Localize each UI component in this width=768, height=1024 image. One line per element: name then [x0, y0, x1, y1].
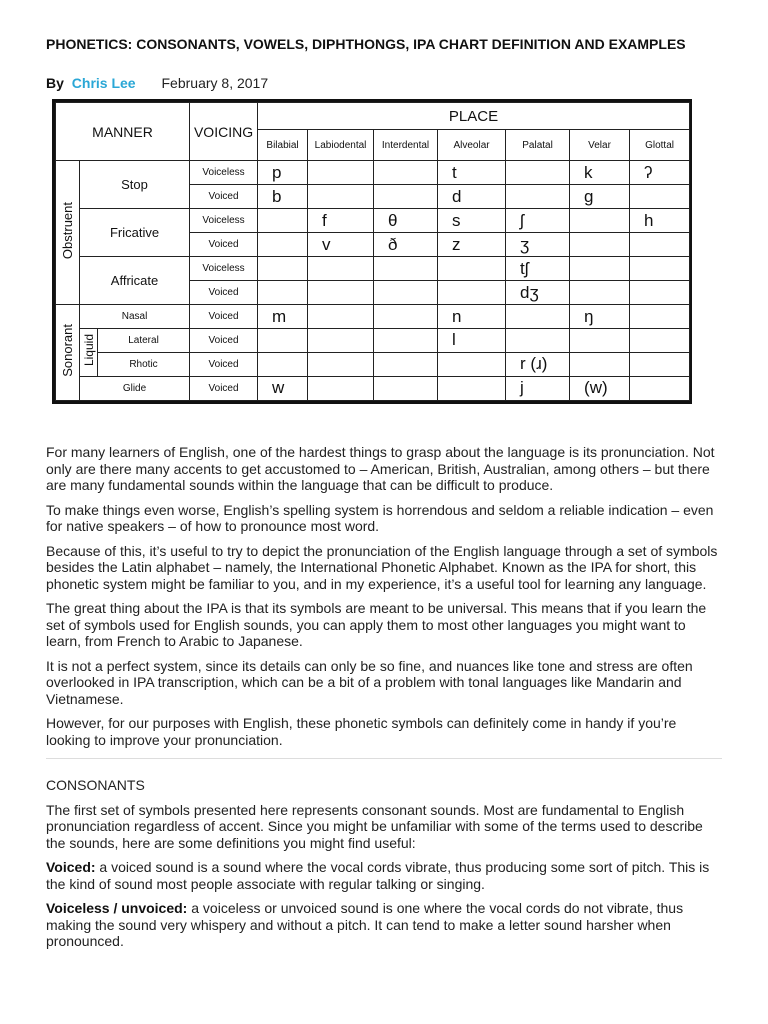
ipa-symbol: v: [308, 233, 374, 257]
row-lateral: [56, 329, 690, 353]
ipa-symbol: [630, 305, 690, 329]
ipa-symbol: [258, 281, 308, 305]
ipa-symbol: d: [438, 185, 506, 209]
manner-header: MANNER: [56, 103, 190, 161]
place-labiodental: Labiodental: [308, 130, 374, 161]
place-glottal: Glottal: [630, 130, 690, 161]
paragraph: The great thing about the IPA is that its symbols are meant to be universal. This means that if you learn the set of symbols used for English sounds, you can apply them to most other languages you might want to learn, from French to Arabic to Japanese.: [46, 600, 707, 649]
place-alveolar: Alveolar: [438, 130, 506, 161]
rhotic-label: Rhotic: [98, 352, 190, 376]
glide-label: Glide: [80, 376, 190, 400]
ipa-symbol: [570, 281, 630, 305]
article-body: [46, 444, 722, 958]
ipa-symbol: [258, 329, 308, 353]
ipa-symbol: [374, 352, 438, 376]
row-fricative-voiceless: [56, 209, 690, 233]
lateral-label: Lateral: [98, 329, 190, 353]
affricate-label: Affricate: [80, 257, 190, 305]
paragraph: The first set of symbols presented here represents consonant sounds. Most are fundamental to English pronunciation regardless of accent. Since you might be unfamiliar with some of the terms used to describe the sounds, here are some definitions you might find useful:: [46, 801, 703, 851]
ipa-symbol: [570, 209, 630, 233]
voicing-cell: Voiced: [190, 281, 258, 305]
ipa-symbol: s: [438, 209, 506, 233]
author-link[interactable]: Chris Lee: [71, 75, 136, 91]
ipa-symbol: [308, 161, 374, 185]
ipa-symbol: l: [438, 329, 506, 353]
obstruent-label: Obstruent: [56, 161, 80, 305]
ipa-symbol: [630, 281, 690, 305]
sonorant-label: Sonorant: [56, 305, 80, 401]
voicing-cell: Voiced: [190, 329, 258, 353]
row-nasal: [56, 305, 690, 329]
voicing-cell: Voiced: [190, 352, 258, 376]
definition-text: a voiced sound is a sound where the vocal cords vibrate, thus producing some sort of pitch. This is the kind of sound most people associate with regular talking or singing.: [46, 859, 710, 892]
definition-text: a voiceless or unvoiced sound is one where the vocal cords do not vibrate, thus making the sound very whispery and without a pitch. It can tend to make a letter sound harsher when pronounced.: [46, 900, 684, 949]
ipa-symbol: dʒ: [506, 281, 570, 305]
ipa-consonant-chart: [52, 99, 692, 404]
ipa-symbol: h: [630, 209, 690, 233]
row-stop-voiceless: [56, 161, 690, 185]
term-voiceless: Voiceless / unvoiced:: [46, 900, 188, 916]
voicing-header: VOICING: [190, 103, 258, 161]
ipa-symbol: f: [308, 209, 374, 233]
liquid-label: Liquid: [80, 329, 98, 377]
nasal-label: Nasal: [80, 305, 190, 329]
ipa-symbol: [374, 376, 438, 400]
ipa-symbol: [630, 352, 690, 376]
section-heading: CONSONANTS: [46, 777, 145, 793]
paragraph: However, for our purposes with English, these phonetic symbols can definitely come in handy if you’re looking to improve your pronunciation.: [46, 715, 677, 748]
ipa-symbol: j: [506, 376, 570, 400]
ipa-symbol: [438, 281, 506, 305]
ipa-symbol: θ: [374, 209, 438, 233]
fricative-label: Fricative: [80, 209, 190, 257]
ipa-symbol: [506, 161, 570, 185]
ipa-symbol: (w): [570, 376, 630, 400]
voicing-cell: Voiced: [190, 233, 258, 257]
ipa-symbol: [258, 209, 308, 233]
ipa-symbol: t: [438, 161, 506, 185]
ipa-symbol: [630, 329, 690, 353]
voicing-cell: Voiced: [190, 305, 258, 329]
ipa-symbol: r (ɹ): [506, 352, 570, 376]
definition-voiceless: [46, 900, 722, 950]
definition-voiced: [46, 859, 722, 892]
ipa-symbol: [258, 352, 308, 376]
ipa-symbol: [438, 352, 506, 376]
ipa-symbol: [374, 281, 438, 305]
ipa-symbol: [258, 257, 308, 281]
voicing-cell: Voiced: [190, 376, 258, 400]
stop-label: Stop: [80, 161, 190, 209]
term-voiced: Voiced:: [46, 859, 96, 875]
place-bilabial: Bilabial: [258, 130, 308, 161]
voicing-cell: Voiceless: [190, 209, 258, 233]
ipa-symbol: [308, 352, 374, 376]
place-velar: Velar: [570, 130, 630, 161]
ipa-symbol: [506, 329, 570, 353]
ipa-symbol: [374, 257, 438, 281]
ipa-symbol: [630, 257, 690, 281]
place-header: PLACE: [258, 103, 690, 130]
ipa-symbol: ð: [374, 233, 438, 257]
section-divider: [46, 758, 722, 759]
ipa-symbol: [630, 376, 690, 400]
paragraph: Because of this, it’s useful to try to depict the pronunciation of the English language through a set of symbols besides the Latin alphabet – namely, the International Phonetic Alphabet. Known as the IPA for short, this phonetic system might be familiar to you, and in my experience, it’s a useful tool for learning any language.: [46, 542, 718, 592]
voicing-cell: Voiceless: [190, 257, 258, 281]
place-interdental: Interdental: [374, 130, 438, 161]
ipa-symbol: [630, 233, 690, 257]
ipa-symbol: b: [258, 185, 308, 209]
paragraph: To make things even worse, English’s spelling system is horrendous and seldom a reliable indication – even for native speakers – of how to pronounce most word.: [46, 501, 714, 534]
row-glide: [56, 376, 690, 400]
ipa-symbol: [506, 305, 570, 329]
ipa-symbol: tʃ: [506, 257, 570, 281]
ipa-symbol: ŋ: [570, 305, 630, 329]
ipa-symbol: [374, 329, 438, 353]
paragraph: For many learners of English, one of the hardest things to grasp about the language is its pronunciation. Not only are there many accents to get accustomed to – American, British, Australian, among others – but there are many fundamental sounds within the language that can be difficult to produce.: [46, 444, 715, 493]
ipa-symbol: [438, 257, 506, 281]
ipa-symbol: ʒ: [506, 233, 570, 257]
voicing-cell: Voiced: [190, 185, 258, 209]
ipa-symbol: [506, 185, 570, 209]
ipa-symbol: m: [258, 305, 308, 329]
ipa-symbol: [570, 257, 630, 281]
ipa-symbol: [308, 281, 374, 305]
ipa-symbol: [570, 329, 630, 353]
ipa-symbol: n: [438, 305, 506, 329]
publish-date: February 8, 2017: [161, 75, 269, 91]
ipa-symbol: [308, 257, 374, 281]
paragraph: It is not a perfect system, since its details can only be so fine, and nuances like tone and stress are often overlooked in IPA transcription, which can be a bit of a problem with tonal languages like Mandarin and Vietnamese.: [46, 657, 693, 707]
ipa-symbol: [438, 376, 506, 400]
article-title: PHONETICS: CONSONANTS, VOWELS, DIPHTHONGS, IPA CHART DEFINITION AND EXAMPLES: [46, 36, 686, 52]
ipa-symbol: [308, 185, 374, 209]
ipa-symbol: [374, 185, 438, 209]
ipa-chart-table: [55, 102, 690, 401]
ipa-symbol: k: [570, 161, 630, 185]
ipa-symbol: [308, 329, 374, 353]
ipa-symbol: z: [438, 233, 506, 257]
ipa-symbol: [630, 185, 690, 209]
ipa-symbol: [308, 305, 374, 329]
by-label: By: [46, 75, 64, 91]
place-palatal: Palatal: [506, 130, 570, 161]
ipa-symbol: ʃ: [506, 209, 570, 233]
ipa-symbol: p: [258, 161, 308, 185]
byline: [46, 75, 268, 91]
ipa-symbol: [374, 305, 438, 329]
ipa-symbol: g: [570, 185, 630, 209]
ipa-symbol: w: [258, 376, 308, 400]
voicing-cell: Voiceless: [190, 161, 258, 185]
ipa-symbol: ʔ: [630, 161, 690, 185]
ipa-symbol: [308, 376, 374, 400]
row-affricate-voiceless: [56, 257, 690, 281]
ipa-symbol: [258, 233, 308, 257]
ipa-symbol: [570, 233, 630, 257]
ipa-symbol: [570, 352, 630, 376]
row-rhotic: [56, 352, 690, 376]
ipa-symbol: [374, 161, 438, 185]
